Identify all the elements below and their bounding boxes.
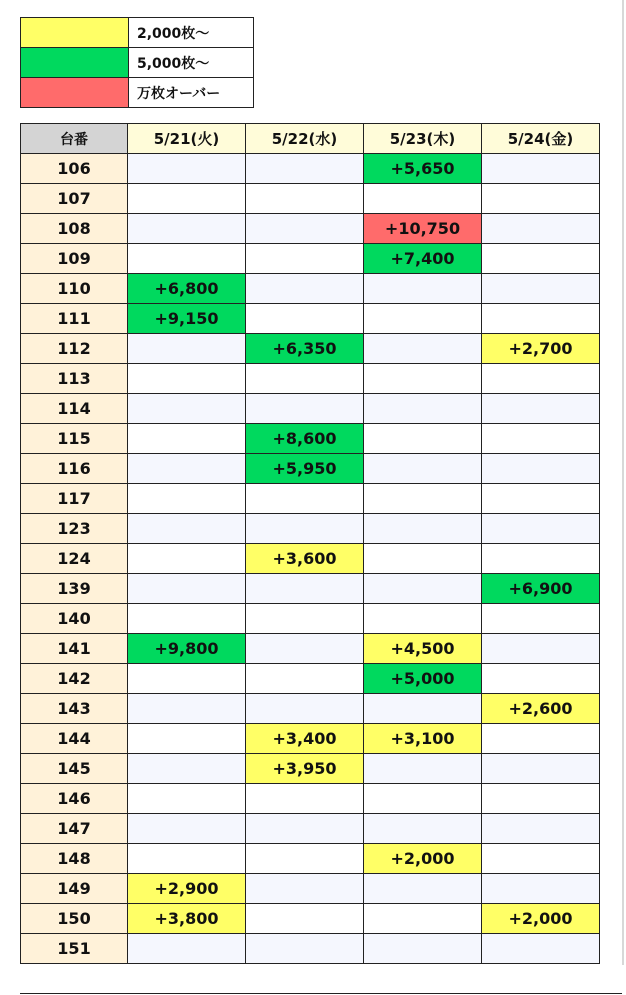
result-cell: [364, 604, 482, 634]
result-cell: [128, 424, 246, 454]
result-cell: [482, 364, 600, 394]
legend-label-5000: 5,000枚～: [129, 48, 254, 78]
result-cell: +3,800: [128, 904, 246, 934]
machine-number-cell: 124: [21, 544, 128, 574]
result-cell: [364, 544, 482, 574]
result-cell: [128, 694, 246, 724]
result-cell: +2,000: [482, 904, 600, 934]
machine-number-cell: 139: [21, 574, 128, 604]
result-cell: [246, 244, 364, 274]
table-row: [21, 544, 600, 574]
result-cell: +9,800: [128, 634, 246, 664]
result-cell: [482, 544, 600, 574]
result-cell: [364, 934, 482, 964]
machine-number-cell: 108: [21, 214, 128, 244]
machine-number-cell: 110: [21, 274, 128, 304]
table-row: [21, 334, 600, 364]
result-cell: [246, 844, 364, 874]
result-cell: [364, 334, 482, 364]
machine-number-cell: 113: [21, 364, 128, 394]
result-cell: [128, 574, 246, 604]
result-cell: [246, 874, 364, 904]
machine-number-cell: 143: [21, 694, 128, 724]
result-cell: [364, 184, 482, 214]
date-header: 5/24(金): [482, 124, 600, 154]
result-cell: [128, 754, 246, 784]
machine-number-cell: 142: [21, 664, 128, 694]
results-body: [21, 154, 600, 964]
result-cell: +2,600: [482, 694, 600, 724]
legend-swatch-5000: [21, 48, 129, 78]
result-cell: [482, 514, 600, 544]
result-cell: [128, 544, 246, 574]
result-cell: [482, 634, 600, 664]
machine-number-header: 台番: [21, 124, 128, 154]
result-cell: [246, 214, 364, 244]
result-cell: [364, 364, 482, 394]
result-cell: [128, 244, 246, 274]
table-row: [21, 784, 600, 814]
legend-swatch-2000: [21, 18, 129, 48]
table-row: [21, 484, 600, 514]
result-cell: [482, 214, 600, 244]
page-bottom-rule: [20, 993, 622, 994]
header-row: [21, 124, 600, 154]
result-cell: [128, 454, 246, 484]
table-row: [21, 574, 600, 604]
result-cell: [246, 514, 364, 544]
machine-number-cell: 147: [21, 814, 128, 844]
machine-number-cell: 151: [21, 934, 128, 964]
table-row: [21, 424, 600, 454]
result-cell: [364, 694, 482, 724]
machine-number-cell: 140: [21, 604, 128, 634]
result-cell: [364, 424, 482, 454]
result-cell: [482, 784, 600, 814]
result-cell: [482, 664, 600, 694]
legend-row: [21, 18, 254, 48]
table-row: [21, 934, 600, 964]
result-cell: +4,500: [364, 634, 482, 664]
table-row: [21, 304, 600, 334]
result-cell: +10,750: [364, 214, 482, 244]
result-cell: [246, 784, 364, 814]
table-row: [21, 694, 600, 724]
result-cell: [482, 184, 600, 214]
date-header: 5/21(火): [128, 124, 246, 154]
date-header: 5/23(木): [364, 124, 482, 154]
result-cell: [364, 814, 482, 844]
result-cell: [128, 844, 246, 874]
result-cell: [482, 154, 600, 184]
legend-swatch-10000: [21, 78, 129, 108]
result-cell: +8,600: [246, 424, 364, 454]
table-row: [21, 394, 600, 424]
machine-number-cell: 109: [21, 244, 128, 274]
result-cell: [364, 394, 482, 424]
result-cell: [364, 484, 482, 514]
result-cell: [482, 724, 600, 754]
table-row: [21, 604, 600, 634]
legend-label-2000: 2,000枚～: [129, 18, 254, 48]
result-cell: [482, 424, 600, 454]
table-row: [21, 664, 600, 694]
machine-number-cell: 117: [21, 484, 128, 514]
table-row: [21, 904, 600, 934]
table-row: [21, 154, 600, 184]
machine-number-cell: 115: [21, 424, 128, 454]
result-cell: [364, 874, 482, 904]
result-cell: [246, 904, 364, 934]
table-row: [21, 454, 600, 484]
result-cell: [482, 484, 600, 514]
machine-number-cell: 123: [21, 514, 128, 544]
results-table: [20, 123, 600, 964]
result-cell: [246, 634, 364, 664]
machine-number-cell: 106: [21, 154, 128, 184]
result-cell: +2,000: [364, 844, 482, 874]
result-cell: [128, 724, 246, 754]
result-cell: +6,800: [128, 274, 246, 304]
result-cell: [128, 784, 246, 814]
table-row: [21, 274, 600, 304]
result-cell: [364, 754, 482, 784]
result-cell: +3,400: [246, 724, 364, 754]
machine-number-cell: 148: [21, 844, 128, 874]
result-cell: [246, 604, 364, 634]
result-cell: +3,600: [246, 544, 364, 574]
table-row: [21, 214, 600, 244]
result-cell: [482, 244, 600, 274]
result-cell: [246, 184, 364, 214]
result-cell: [246, 694, 364, 724]
result-cell: [364, 784, 482, 814]
result-cell: [246, 484, 364, 514]
legend-label-10000: 万枚オーバー: [129, 78, 254, 108]
result-cell: [128, 334, 246, 364]
machine-number-cell: 107: [21, 184, 128, 214]
result-cell: [246, 304, 364, 334]
machine-number-cell: 145: [21, 754, 128, 784]
result-cell: [482, 604, 600, 634]
result-cell: [246, 364, 364, 394]
result-cell: [364, 454, 482, 484]
result-cell: [128, 664, 246, 694]
result-cell: [128, 364, 246, 394]
result-cell: [246, 574, 364, 604]
result-cell: +5,950: [246, 454, 364, 484]
machine-number-cell: 146: [21, 784, 128, 814]
result-cell: [128, 934, 246, 964]
result-cell: [128, 484, 246, 514]
machine-number-cell: 112: [21, 334, 128, 364]
result-cell: [482, 814, 600, 844]
result-cell: [128, 394, 246, 424]
result-cell: [246, 814, 364, 844]
result-cell: [482, 844, 600, 874]
result-cell: [364, 304, 482, 334]
result-cell: +2,900: [128, 874, 246, 904]
machine-number-cell: 111: [21, 304, 128, 334]
legend-row: [21, 78, 254, 108]
date-header: 5/22(水): [246, 124, 364, 154]
result-cell: [246, 664, 364, 694]
result-cell: +6,350: [246, 334, 364, 364]
legend-table: [20, 17, 254, 108]
result-cell: +5,000: [364, 664, 482, 694]
result-cell: [128, 514, 246, 544]
result-cell: +2,700: [482, 334, 600, 364]
result-cell: +3,100: [364, 724, 482, 754]
result-cell: [246, 394, 364, 424]
machine-number-cell: 116: [21, 454, 128, 484]
machine-number-cell: 144: [21, 724, 128, 754]
result-cell: [246, 154, 364, 184]
result-cell: [482, 304, 600, 334]
result-cell: [482, 274, 600, 304]
table-row: [21, 724, 600, 754]
result-cell: [246, 934, 364, 964]
result-cell: +5,650: [364, 154, 482, 184]
result-cell: [128, 184, 246, 214]
result-cell: [364, 274, 482, 304]
result-cell: +3,950: [246, 754, 364, 784]
table-row: [21, 364, 600, 394]
table-row: [21, 514, 600, 544]
table-row: [21, 874, 600, 904]
result-cell: [482, 934, 600, 964]
legend-row: [21, 48, 254, 78]
machine-number-cell: 114: [21, 394, 128, 424]
result-cell: +7,400: [364, 244, 482, 274]
result-cell: [482, 754, 600, 784]
result-cell: [128, 814, 246, 844]
result-cell: +6,900: [482, 574, 600, 604]
result-cell: [482, 874, 600, 904]
result-cell: [482, 454, 600, 484]
result-cell: [364, 574, 482, 604]
result-cell: [364, 514, 482, 544]
result-cell: [482, 394, 600, 424]
table-row: [21, 814, 600, 844]
table-row: [21, 184, 600, 214]
table-row: [21, 844, 600, 874]
table-row: [21, 634, 600, 664]
result-cell: [364, 904, 482, 934]
result-cell: [128, 154, 246, 184]
table-row: [21, 244, 600, 274]
page-right-border: [622, 0, 624, 965]
result-cell: [128, 604, 246, 634]
machine-number-cell: 150: [21, 904, 128, 934]
table-row: [21, 754, 600, 784]
result-cell: [246, 274, 364, 304]
result-cell: [128, 214, 246, 244]
result-cell: +9,150: [128, 304, 246, 334]
machine-number-cell: 141: [21, 634, 128, 664]
machine-number-cell: 149: [21, 874, 128, 904]
